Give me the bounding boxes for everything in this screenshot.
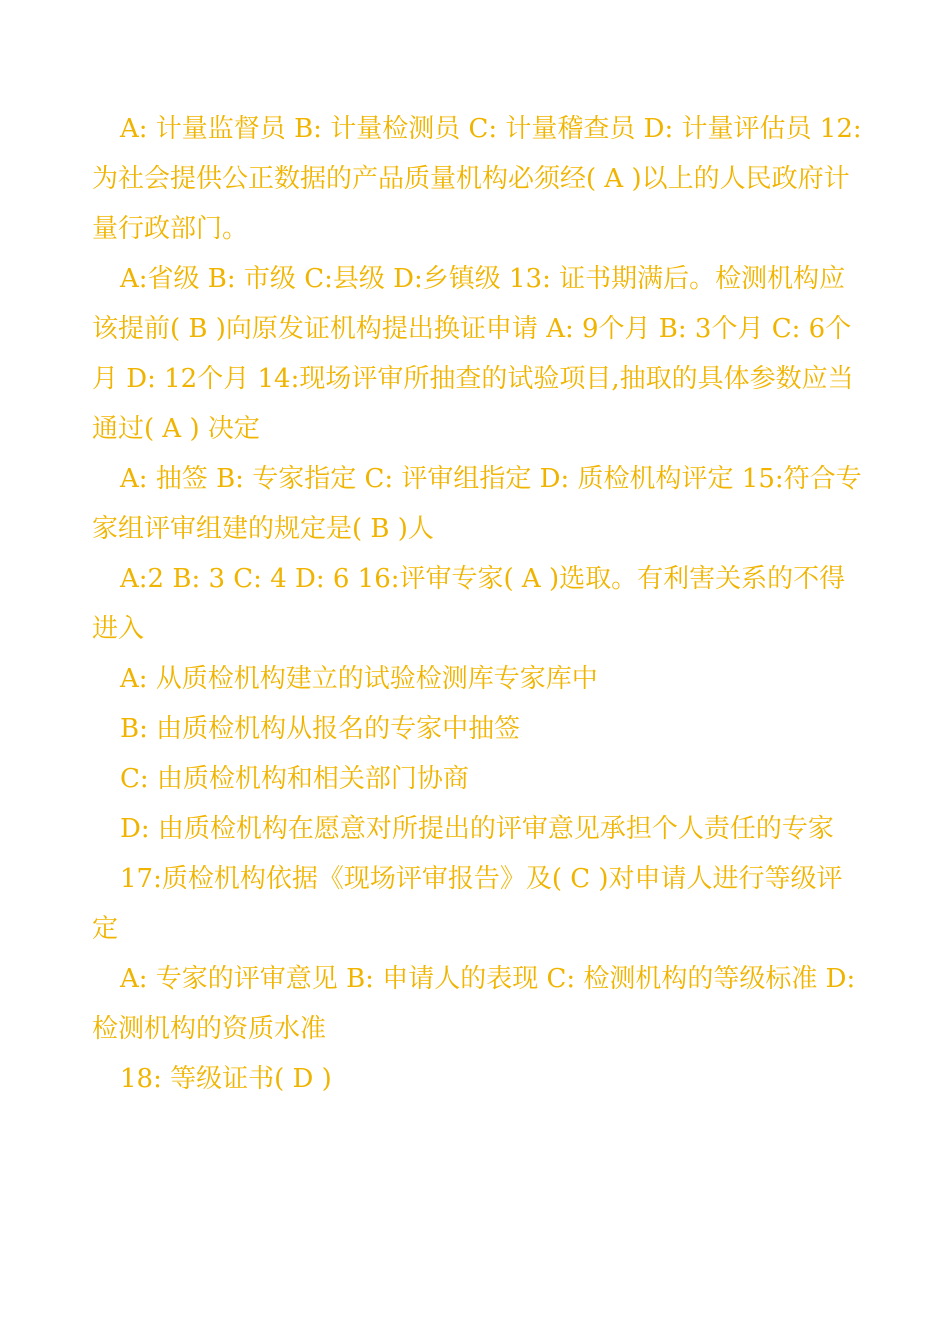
paragraph-q11-options-q12: A: 计量监督员 B: 计量检测员 C: 计量稽查员 D: 计量评估员 12:为社会提供公正数据的产品质量机构必须经( A )以上的人民政府计量行政部门。 (92, 114, 862, 244)
paragraph-q16-option-b: B: 由质检机构从报名的专家中抽签 (120, 714, 521, 744)
paragraph-q16-option-a: A: 从质检机构建立的试验检测库专家库中 (120, 664, 598, 694)
paragraph-q14-options-q15: A: 抽签 B: 专家指定 C: 评审组指定 D: 质检机构评定 15:符合专家组评审组建的规定是( B )人 (92, 464, 862, 544)
paragraph-q18: 18: 等级证书( D ) (120, 1064, 332, 1094)
paragraph-q15-options-q16: A:2 B: 3 C: 4 D: 6 16:评审专家( A )选取。有利害关系的不得进入 (92, 564, 846, 644)
paragraph-q17-options: A: 专家的评审意见 B: 申请人的表现 C: 检测机构的等级标准 D: 检测机构的资质水准 (92, 964, 856, 1044)
paragraph-q16-option-d: D: 由质检机构在愿意对所提出的评审意见承担个人责任的专家 (120, 814, 834, 844)
paragraph-q16-option-c: C: 由质检机构和相关部门协商 (120, 764, 469, 794)
paragraph-q12-options-q13-q14: A:省级 B: 市级 C:县级 D:乡镇级 13: 证书期满后。检测机构应该提前( B )向原发证机构提出换证申请 A: 9个月 B: 3个月 C: 6个月 D: 12个月 14:现场评审所抽查的试验项目,抽取的具体参数应当通过( A ) 决定 (92, 264, 854, 444)
document-body (92, 104, 862, 1104)
paragraph-q17: 17:质检机构依据《现场评审报告》及( C )对申请人进行等级评定 (92, 864, 843, 944)
